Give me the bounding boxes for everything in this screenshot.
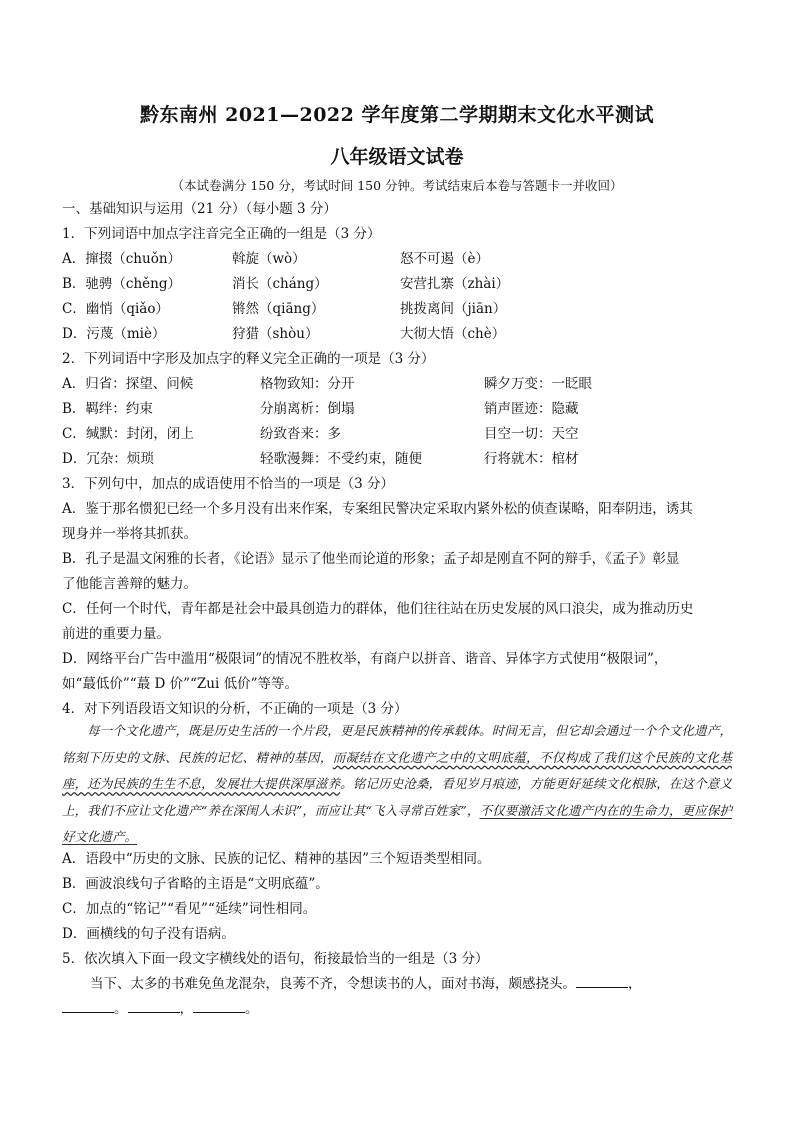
q3-option-b-line1: B．孔子是温文闲雅的长者，《论语》显示了他坐而论道的形象；孟子却是刚直不阿的辩手，《孟子》彰显 [62,551,680,567]
q1-option-b-b: 消长（cháng） [232,276,328,292]
q3-option-a-line1: A．鉴于那名惯犯已经一个多月没有出来作案，专案组民警决定采取内紧外松的侦查谋略，阳奉阴违，诱其 [62,501,693,517]
q2-option-a: A．归省：探望、问候 [62,376,194,392]
q4-option-d: D．画横线的句子没有语病。 [62,926,235,942]
q2-option-c: C．缄默：封闭，闭上 [62,426,194,442]
q2-option-a-c: 瞬夕万变：一眨眼 [484,376,592,392]
q1-option-d-c: 大彻大悟（chè） [400,326,506,342]
q1-option-d-b: 狩猎（shòu） [232,326,319,342]
answer-blank-1[interactable] [576,975,628,988]
q5-text: 当下、太多的书难免鱼龙混杂，良莠不齐，令想读书的人，面对书海，颇感挠头。 [90,976,576,992]
exam-title: 黔东南州 2021—2022 学年度第二学期期末文化水平测试 [140,104,654,126]
q1-option-b-c: 安营扎寨（zhài） [400,276,510,292]
punct-comma: ， [628,976,642,992]
q5-text-line1 [90,975,642,993]
q2-option-d-c: 行将就木：棺材 [484,451,579,467]
q2-option-d-b: 轻歌漫舞：不受约束，随便 [260,451,422,467]
answer-blank-2[interactable] [62,1000,114,1013]
q3-option-c-line2: 前进的重要力量。 [62,626,170,642]
answer-blank-3[interactable] [128,1000,180,1013]
q3-option-d-line2: 如“蕞低价”“蕞 D 价”“Zui 低价”等等。 [62,676,298,692]
q1-option-a-b: 斡旋（wò） [232,251,306,267]
q2-option-a-b: 格物致知：分开 [260,376,355,392]
answer-blank-4[interactable] [193,1000,245,1013]
q3-option-c-line1: C．任何一个时代，青年都是社会中最具创造力的群体，他们往往站在历史发展的风口浪尖，成为推动历史 [62,601,694,617]
passage-text-2: 。铭记历史沧桑，看见岁月痕迹，方能更好延续文化根脉，在这个意义上，我们不应让文化遗产“养在深闺人未识”，而应让其“飞入寻常百姓家”， [62,776,732,818]
q1-option-b: B．驰骋（chěng） [62,276,182,292]
q1-option-c-b: 锵然（qiāng） [232,301,325,317]
q4-option-a: A．语段中“历史的文脉、民族的记忆、精神的基因”三个短语类型相同。 [62,851,491,867]
punct-period: 。 [114,1001,128,1017]
exam-subtitle: 八年级语文试卷 [330,146,464,168]
q1-option-d: D．污蔑（miè） [62,326,166,342]
q4-option-c: C．加点的“铭记”“看见”“延续”词性相同。 [62,901,317,917]
question-3-stem: 3．下列句中，加点的成语使用不恰当的一项是（3 分） [62,476,394,492]
wavy-underlined-sentence: 而凝结在文化遗产之中的文明底蕴，不仅构成了我们这个民族的文化基座，还为民族的生生不息，发展壮大提供深厚滋养 [62,749,732,791]
q2-option-b-c: 销声匿迹：隐藏 [484,401,579,417]
punct-comma-2: ， [179,1001,193,1017]
q2-option-d: D．冗杂：烦琐 [62,451,154,467]
q1-option-a: A．撺掇（chuǒn） [62,251,182,267]
q2-option-c-c: 目空一切：天空 [484,426,579,442]
q3-option-b-line2: 了他能言善辩的魅力。 [62,576,197,592]
q2-option-b: B．羁绊：约束 [62,401,153,417]
question-5-stem: 5．依次填入下面一段文字横线处的语句，衔接最恰当的一组是（3 分） [62,951,489,967]
q1-option-c-c: 挑拨离间（jiān） [400,301,507,317]
exam-note: （本试卷满分 150 分，考试时间 150 分钟。考试结束后本卷与答题卡一并收回） [171,178,623,193]
q1-option-c: C．幽悄（qiǎo） [62,301,169,317]
section-heading: 一、基础知识与运用（21 分）（每小题 3 分） [62,201,337,217]
q5-text-line2 [62,1000,259,1018]
underlined-sentence: 不仅要激活文化遗产内在的生命力，更应保护好文化遗产。 [62,802,732,844]
q4-passage [62,718,732,851]
passage-text-1: 每一个文化遗产，既是历史生活的一个片段，更是民族精神的传承载体。时间无言，但它却会通过一个个文化遗产，铭刻下历史的文脉、民族的记忆、精神的基因， [62,723,732,765]
question-4-stem: 4．对下列语段语文知识的分析，不正确的一项是（3 分） [62,701,408,717]
question-1-stem: 1．下列词语中加点字注音完全正确的一组是（3 分） [62,226,381,242]
q2-option-b-b: 分崩离析：倒塌 [260,401,355,417]
q2-option-c-b: 纷致沓来：多 [260,426,341,442]
q3-option-d-line1: D．网络平台广告中滥用“极限词”的情况不胜枚举，有商户以拼音、谐音、异体字方式使用“极限词”， [62,651,668,667]
punct-period-2: 。 [245,1001,259,1017]
q1-option-a-c: 怒不可遏（è） [400,251,489,267]
question-2-stem: 2．下列词语中字形及加点字的释义完全正确的一项是（3 分） [62,351,435,367]
q4-option-b: B．画波浪线句子省略的主语是“文明底蕴”。 [62,876,329,892]
q3-option-a-line2: 现身并一举将其抓获。 [62,526,197,542]
